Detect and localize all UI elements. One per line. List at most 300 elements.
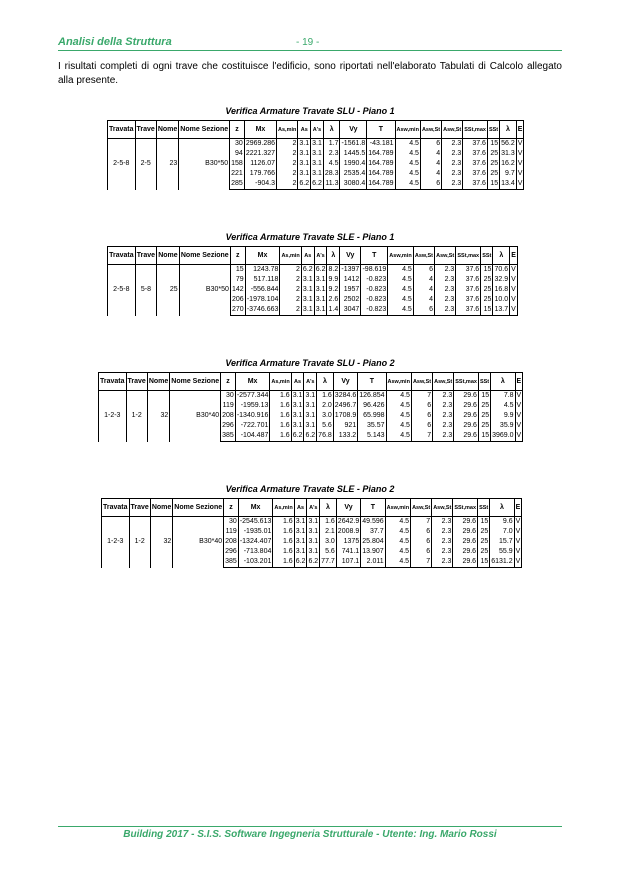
column-header: As — [301, 247, 314, 265]
group-cell-travata: 1-2-3 — [99, 391, 127, 442]
table-cell: 2008.9 — [337, 528, 360, 535]
table-cell: 3.1 — [292, 412, 303, 419]
table-cell: -2577.344 — [236, 392, 269, 399]
table-cell: 25 — [478, 547, 490, 557]
table-cell: 2 — [277, 149, 298, 159]
table-cell: V — [511, 286, 516, 293]
table-cell: 2 — [280, 285, 301, 295]
table-cell: 2.3 — [433, 421, 454, 431]
table-cell: 32.9 — [494, 276, 509, 283]
column-header: Nome Sezione — [170, 373, 221, 391]
table-cell: 3.1 — [299, 140, 310, 147]
table-cell: V — [515, 518, 521, 525]
table-cell: 6131.2 — [490, 557, 514, 568]
table-cell: 3.1 — [315, 286, 326, 293]
table-cell: V — [515, 538, 521, 545]
table-cell: 2.3 — [433, 411, 454, 421]
table-cell: 1.6 — [270, 411, 291, 421]
column-header: z — [221, 373, 236, 391]
table-cell: 1.6 — [317, 391, 334, 402]
column-header: Vy — [336, 499, 360, 517]
column-header: Mx — [238, 499, 273, 517]
column-header: T — [358, 373, 386, 391]
table-cell: 1412 — [340, 275, 361, 285]
column-header: Asw,St — [442, 121, 463, 139]
table-cell: 29.6 — [453, 517, 478, 528]
column-header: Nome Sezione — [173, 499, 224, 517]
table-cell: 164.789 — [368, 150, 394, 157]
table-cell: 2 — [277, 179, 298, 190]
table-cell: 4.5 — [386, 431, 411, 442]
table-cell: 25 — [487, 149, 499, 159]
column-header: z — [230, 121, 245, 139]
group-cell-trave: 1-2 — [129, 517, 150, 568]
table-cell: -713.804 — [238, 547, 273, 557]
table-cell: -1935.01 — [238, 527, 273, 537]
table-cell: 6.2 — [315, 266, 326, 273]
table-cell: -0.823 — [361, 285, 388, 295]
column-header: λ — [491, 373, 515, 391]
column-header: Travata — [99, 373, 127, 391]
table-cell: 37.6 — [463, 149, 488, 159]
table-cell: 3.1 — [308, 528, 319, 535]
table-cell: V — [510, 305, 518, 316]
table-cell: 2 — [280, 295, 301, 305]
table-cell: 6 — [413, 265, 434, 276]
column-header: Trave — [135, 247, 156, 265]
table-cell: 4 — [420, 159, 441, 169]
group-cell-travata: 2-5-8 — [108, 265, 136, 316]
table-cell: 1.6 — [270, 401, 291, 411]
table-cell: 6.2 — [311, 179, 324, 190]
table-cell: 37.6 — [456, 295, 481, 305]
table-cell: 28.3 — [324, 170, 339, 177]
table-cell: 3.1 — [314, 305, 327, 316]
table-cell: V — [515, 528, 521, 535]
column-header: Asw,min — [385, 499, 410, 517]
table-title: Verifica Armature Travate SLU - Piano 2 — [225, 358, 395, 368]
table-cell: 9.7 — [500, 169, 517, 179]
table-cell: 164.789 — [367, 179, 395, 190]
table-cell: -0.823 — [361, 295, 388, 305]
table-cell: 35.9 — [491, 421, 515, 431]
page-number: - 19 - — [296, 37, 320, 48]
table-cell: 221 — [231, 170, 243, 177]
table-cell: 179.766 — [244, 169, 276, 179]
table-cell: 3.1 — [315, 296, 326, 303]
table-cell: 1.6 — [273, 527, 294, 537]
table-cell: 37.6 — [463, 169, 488, 179]
table-cell: 4.5 — [388, 295, 414, 305]
table-cell: 2502 — [340, 295, 361, 305]
table-cell: 25 — [478, 527, 490, 537]
table-cell: 3969.0 — [491, 431, 515, 442]
table-cell: V — [516, 422, 522, 429]
results-table-sle-piano-1 — [107, 246, 518, 316]
table-cell: 7 — [411, 517, 432, 528]
table-cell: 3.1 — [295, 528, 306, 535]
column-header: λ — [317, 373, 334, 391]
table-cell: 55.9 — [490, 547, 514, 557]
table-cell: 1.6 — [270, 391, 291, 402]
table-cell: 4.5 — [385, 557, 410, 568]
table-cell: 1.6 — [320, 517, 337, 528]
table-cell: 385 — [224, 557, 239, 568]
table-cell: V — [514, 557, 522, 568]
table-cell: 31.3 — [501, 150, 515, 157]
table-cell: -1340.916 — [236, 412, 269, 419]
table-cell: 25 — [478, 411, 490, 421]
table-cell: V — [517, 150, 523, 157]
table-cell: 3.1 — [305, 412, 316, 419]
column-header: λ — [493, 247, 510, 265]
table-cell: 4.5 — [385, 517, 410, 528]
table-cell: 6 — [411, 547, 432, 557]
table-cell: 4 — [413, 285, 434, 295]
table-cell: 4.5 — [395, 149, 420, 159]
table-cell: 29.6 — [453, 537, 478, 547]
column-header: Trave — [135, 121, 156, 139]
group-cell-nome: 32 — [150, 517, 172, 568]
group-cell-sezione: B30*40 — [173, 517, 224, 568]
table-cell: 2.3 — [442, 139, 463, 150]
column-header: Trave — [129, 499, 150, 517]
column-header: A's — [304, 373, 317, 391]
table-cell: 2.3 — [432, 547, 453, 557]
table-cell: 29.6 — [454, 411, 479, 421]
table-cell: 3.1 — [299, 160, 310, 167]
table-cell: 25 — [478, 421, 490, 431]
table-cell: 3.1 — [305, 392, 316, 399]
table-cell: 1990.4 — [340, 159, 367, 169]
table-cell: 4.5 — [386, 411, 411, 421]
table-cell: 15 — [478, 391, 490, 402]
group-cell-sezione: B30*40 — [170, 391, 221, 442]
column-header: Asw,min — [388, 247, 414, 265]
table-cell: 1.6 — [273, 547, 294, 557]
table-cell: 4.5 — [395, 169, 420, 179]
table-cell: 13.7 — [493, 305, 510, 316]
table-cell: 37.6 — [463, 159, 488, 169]
table-cell: 30 — [224, 517, 239, 528]
group-cell-nome: 23 — [156, 139, 178, 190]
table-cell: 3.1 — [302, 296, 313, 303]
table-cell: 3047 — [340, 305, 361, 316]
table-cell: 164.789 — [368, 170, 394, 177]
table-cell: 1708.9 — [334, 412, 357, 419]
column-header: As — [291, 373, 304, 391]
results-table-slu-piano-1 — [107, 120, 524, 190]
column-header: A's — [311, 121, 324, 139]
table-cell: 3.1 — [295, 538, 306, 545]
table-cell: 2 — [280, 265, 301, 276]
table-cell: 2.3 — [435, 285, 456, 295]
table-cell: 3.1 — [312, 170, 322, 177]
column-header: Asw,St — [411, 499, 432, 517]
table-cell: V — [511, 296, 516, 303]
table-cell: 3.1 — [301, 305, 314, 316]
table-cell: 16.8 — [494, 286, 509, 293]
table-cell: 158 — [231, 160, 243, 167]
table-cell: 1.6 — [270, 431, 291, 442]
table-cell: 15 — [481, 305, 493, 316]
table-cell: 119 — [224, 527, 239, 537]
column-header: Asw,St — [435, 247, 456, 265]
column-header: Asw,St — [432, 499, 453, 517]
table-cell: 6 — [411, 421, 432, 431]
table-cell: 1243.78 — [245, 265, 280, 276]
table-cell: 25 — [481, 295, 493, 305]
table-cell: 208 — [222, 412, 234, 419]
table-cell: 3.1 — [305, 402, 316, 409]
table-cell: 4.5 — [491, 401, 515, 411]
table-row — [108, 139, 524, 150]
column-header: Vy — [340, 247, 361, 265]
column-header: Trave — [126, 373, 147, 391]
column-header: SSt — [478, 373, 490, 391]
column-header: SSt — [481, 247, 493, 265]
column-header: Vy — [333, 373, 357, 391]
table-cell: 4.5 — [386, 401, 411, 411]
results-table-sle-piano-2 — [101, 498, 522, 568]
column-header: Nome Sezione — [179, 247, 230, 265]
table-cell: 741.1 — [336, 547, 360, 557]
table-cell: 142 — [231, 286, 244, 293]
table-cell: 29.6 — [453, 557, 478, 568]
table-cell: 2.3 — [432, 557, 453, 568]
table-cell: 4 — [413, 295, 434, 305]
header-divider — [58, 50, 562, 51]
table-cell: 94 — [230, 149, 245, 159]
table-cell: 119 — [221, 401, 236, 411]
table-cell: V — [516, 412, 522, 419]
table-cell: 107.1 — [336, 557, 360, 568]
table-cell: 77.7 — [320, 557, 337, 568]
table-cell: 164.789 — [368, 160, 394, 167]
column-header: As — [294, 499, 307, 517]
column-header: Asw,min — [395, 121, 420, 139]
table-cell: 6 — [420, 139, 441, 150]
column-header: E — [510, 247, 518, 265]
table-cell: 10.0 — [494, 296, 509, 303]
table-cell: 29.6 — [453, 547, 478, 557]
table-cell: 29.6 — [454, 431, 479, 442]
column-header: λ — [490, 499, 514, 517]
table-cell: 7.8 — [491, 391, 515, 402]
table-cell: 37.6 — [456, 285, 481, 295]
table-cell: 2 — [277, 169, 298, 179]
table-cell: 2.011 — [361, 557, 385, 568]
column-header: T — [361, 247, 388, 265]
column-header: SSt — [487, 121, 499, 139]
table-cell: -2545.613 — [239, 518, 272, 525]
table-cell: 4.5 — [385, 537, 410, 547]
table-cell: 15 — [487, 179, 499, 190]
column-header: E — [514, 499, 522, 517]
table-cell: 7.0 — [490, 527, 514, 537]
column-header: Mx — [235, 373, 270, 391]
table-cell: 6 — [420, 179, 441, 190]
table-cell: 3.1 — [315, 276, 326, 283]
table-cell: 5.6 — [320, 547, 337, 557]
group-cell-nome: 32 — [147, 391, 169, 442]
table-cell: 4.5 — [385, 547, 410, 557]
table-cell: 37.6 — [463, 139, 488, 150]
footer-divider — [58, 826, 562, 827]
table-cell: 15 — [481, 265, 493, 276]
column-header: Asw,St — [411, 373, 432, 391]
table-cell: V — [516, 402, 522, 409]
table-cell: 4.5 — [388, 285, 414, 295]
table-cell: 15 — [230, 265, 245, 276]
table-cell: 3.1 — [302, 276, 313, 283]
table-cell: 2496.7 — [334, 402, 357, 409]
table-cell: -556.844 — [245, 285, 280, 295]
table-cell: 9.9 — [328, 276, 339, 283]
table-cell: 296 — [225, 548, 237, 555]
intro-paragraph: I risultati completi di ogni trave che costituisce l'edificio, sono riportati nell'elaborato Tabulati di Calcolo allegato alla presente. — [58, 61, 562, 86]
table-cell: V — [515, 431, 523, 442]
table-cell: 96.426 — [358, 401, 386, 411]
group-cell-travata: 2-5-8 — [108, 139, 136, 190]
table-cell: 1.6 — [273, 537, 294, 547]
table-cell: 3.1 — [292, 422, 303, 429]
column-header: SSt — [478, 499, 490, 517]
table-cell: 3284.6 — [334, 392, 357, 399]
table-cell: -0.823 — [361, 275, 388, 285]
table-cell: 3.1 — [312, 160, 322, 167]
column-header: As,min — [273, 499, 294, 517]
table-cell: 37.6 — [456, 265, 481, 276]
table-cell: 2.3 — [442, 169, 463, 179]
table-cell: 1.6 — [273, 517, 294, 528]
table-cell: 6 — [411, 411, 432, 421]
column-header: λ — [323, 121, 340, 139]
table-cell: 15 — [478, 431, 490, 442]
table-cell: 3.0 — [317, 411, 334, 421]
table-cell: 6.2 — [302, 266, 313, 273]
table-cell: -1324.407 — [239, 538, 272, 545]
table-title: Verifica Armature Travate SLE - Piano 1 — [225, 232, 395, 242]
table-cell: 2.3 — [432, 527, 453, 537]
table-cell: 37.7 — [361, 527, 385, 537]
table-cell: 1.4 — [327, 305, 340, 316]
group-cell-trave: 5-8 — [135, 265, 156, 316]
table-cell: 6.2 — [298, 179, 311, 190]
table-cell: 6 — [411, 401, 432, 411]
column-header: λ — [500, 121, 517, 139]
table-cell: 2 — [277, 159, 298, 169]
table-cell: 2.3 — [433, 391, 454, 402]
table-cell: 6.2 — [307, 557, 320, 568]
table-cell: -104.487 — [235, 431, 270, 442]
table-cell: 4.5 — [323, 159, 340, 169]
table-cell: 1126.07 — [244, 159, 276, 169]
table-cell: 2.3 — [433, 401, 454, 411]
table-cell: 2969.286 — [245, 140, 276, 147]
column-header: Nome — [150, 499, 172, 517]
table-cell: 2.3 — [442, 149, 463, 159]
column-header: λ — [320, 499, 337, 517]
table-cell: 3.1 — [312, 150, 322, 157]
table-cell: 2.3 — [323, 149, 340, 159]
table-cell: 3.1 — [302, 286, 313, 293]
table-cell: 6.2 — [291, 431, 304, 442]
table-cell: 65.998 — [358, 411, 386, 421]
column-header: SSt,max — [456, 247, 481, 265]
table-cell: -1978.104 — [246, 296, 279, 303]
table-cell: 30 — [230, 139, 245, 150]
column-header: Asw,St — [413, 247, 434, 265]
table-cell: 29.6 — [454, 391, 479, 402]
table-cell: 6 — [411, 537, 432, 547]
table-cell: 2.3 — [435, 305, 456, 316]
table-cell: 2535.4 — [340, 169, 367, 179]
table-cell: 15.7 — [490, 537, 514, 547]
column-header: Asw,min — [386, 373, 411, 391]
table-cell: 29.6 — [454, 421, 479, 431]
table-cell: 3.1 — [312, 140, 322, 147]
table-cell: 5.143 — [358, 431, 386, 442]
table-cell: 30 — [221, 391, 236, 402]
table-cell: 206 — [231, 296, 244, 303]
table-cell: 35.57 — [358, 421, 386, 431]
table-cell: 25.804 — [362, 538, 384, 545]
table-cell: 2.3 — [442, 179, 463, 190]
table-cell: 3.0 — [320, 537, 337, 547]
table-cell: 285 — [230, 179, 245, 190]
table-cell: 4.5 — [386, 391, 411, 402]
table-cell: 3.1 — [292, 402, 303, 409]
column-header: Nome — [147, 373, 169, 391]
column-header: Nome — [156, 121, 178, 139]
table-cell: 2221.327 — [245, 150, 276, 157]
table-cell: 37.6 — [463, 179, 488, 190]
table-cell: 9.9 — [491, 411, 515, 421]
table-cell: 3.1 — [295, 548, 306, 555]
table-cell: 1375 — [336, 537, 360, 547]
page-footer: Building 2017 - S.I.S. Software Ingegneria Strutturale - Utente: Ing. Mario Rossi — [123, 829, 497, 840]
table-cell: 4 — [420, 149, 441, 159]
table-cell: 37.6 — [456, 305, 481, 316]
column-header: T — [361, 499, 385, 517]
table-cell: 37.6 — [456, 275, 481, 285]
column-header: SSt,max — [453, 499, 478, 517]
table-cell: 4.5 — [388, 305, 414, 316]
column-header: A's — [314, 247, 327, 265]
table-cell: 70.6 — [494, 266, 509, 273]
table-cell: 3.1 — [299, 170, 310, 177]
results-table-slu-piano-2 — [98, 372, 523, 442]
table-cell: 79 — [230, 275, 245, 285]
table-row — [108, 265, 518, 276]
table-cell: 3.1 — [305, 422, 316, 429]
column-header: Nome — [157, 247, 180, 265]
table-cell: 2642.9 — [337, 518, 360, 525]
table-title: Verifica Armature Travate SLE - Piano 2 — [225, 484, 395, 494]
table-cell: 2.3 — [435, 265, 456, 276]
table-cell: 2.3 — [442, 159, 463, 169]
table-cell: V — [516, 392, 522, 399]
table-cell: -722.701 — [235, 421, 270, 431]
table-cell: 517.118 — [245, 275, 280, 285]
table-cell: 25 — [478, 401, 490, 411]
column-header: Travata — [102, 499, 130, 517]
table-cell: 16.2 — [501, 160, 515, 167]
table-cell: V — [517, 170, 523, 177]
column-header: Nome Sezione — [179, 121, 230, 139]
table-cell: 385 — [221, 431, 236, 442]
